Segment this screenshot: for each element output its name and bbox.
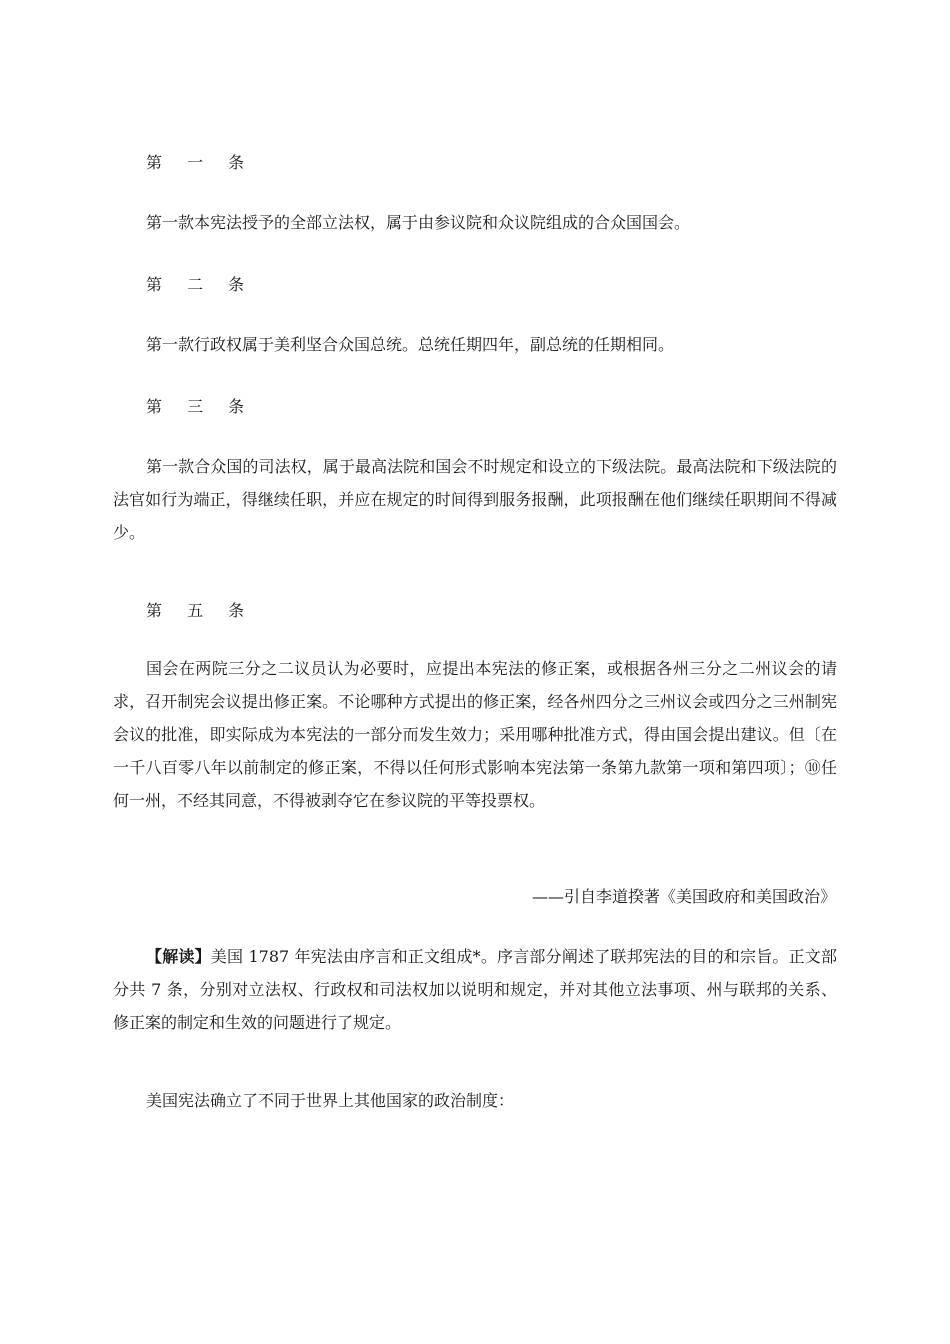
article-3-heading: 第 三 条 xyxy=(146,397,255,416)
interpretation-paragraph xyxy=(113,940,837,1039)
article-2-heading: 第 二 条 xyxy=(146,275,255,294)
interpretation-label: 【解读】 xyxy=(146,947,211,966)
article-5-clause: 国会在两院三分之二议员认为必要时，应提出本宪法的修正案，或根据各州三分之二州议会的请求，召开制宪会议提出修正案。不论哪种方式提出的修正案，经各州四分之三州议会或四分之三州制宪会议的批准，即实际成为本宪法的一部分而发生效力；采用哪种批准方式，得由国会提出建议。但〔在一千八百零八年以前制定的修正案，不得以任何形式影响本宪法第一条第九款第一项和第四项〕；⑩任何一州，不经其同意，不得被剥夺它在参议院的平等投票权。 xyxy=(113,659,837,810)
interpretation-text: 美国 1787 年宪法由序言和正文组成*。序言部分阐述了联邦宪法的目的和宗旨。正文部分共 7 条，分别对立法权、行政权和司法权加以说明和规定，并对其他立法事项、州与联邦的关系、修正案的制定和生效的问题进行了规定。 xyxy=(113,947,837,1032)
closing-line: 美国宪法确立了不同于世界上其他国家的政治制度： xyxy=(146,1091,515,1110)
source-citation: ——引自李道揆著《美国政府和美国政治》 xyxy=(531,887,836,906)
article-2-clause: 第一款行政权属于美利坚合众国总统。总统任期四年，副总统的任期相同。 xyxy=(146,335,675,354)
article-1-heading: 第 一 条 xyxy=(146,153,255,172)
article-5-heading: 第 五 条 xyxy=(146,601,255,620)
article-1-clause: 第一款本宪法授予的全部立法权，属于由参议院和众议院组成的合众国国会。 xyxy=(146,213,691,232)
article-3-clause: 第一款合众国的司法权，属于最高法院和国会不时规定和设立的下级法院。最高法院和下级法院的法官如行为端正，得继续任职，并应在规定的时间得到服务报酬，此项报酬在他们继续任职期间不得减少。 xyxy=(113,457,837,542)
